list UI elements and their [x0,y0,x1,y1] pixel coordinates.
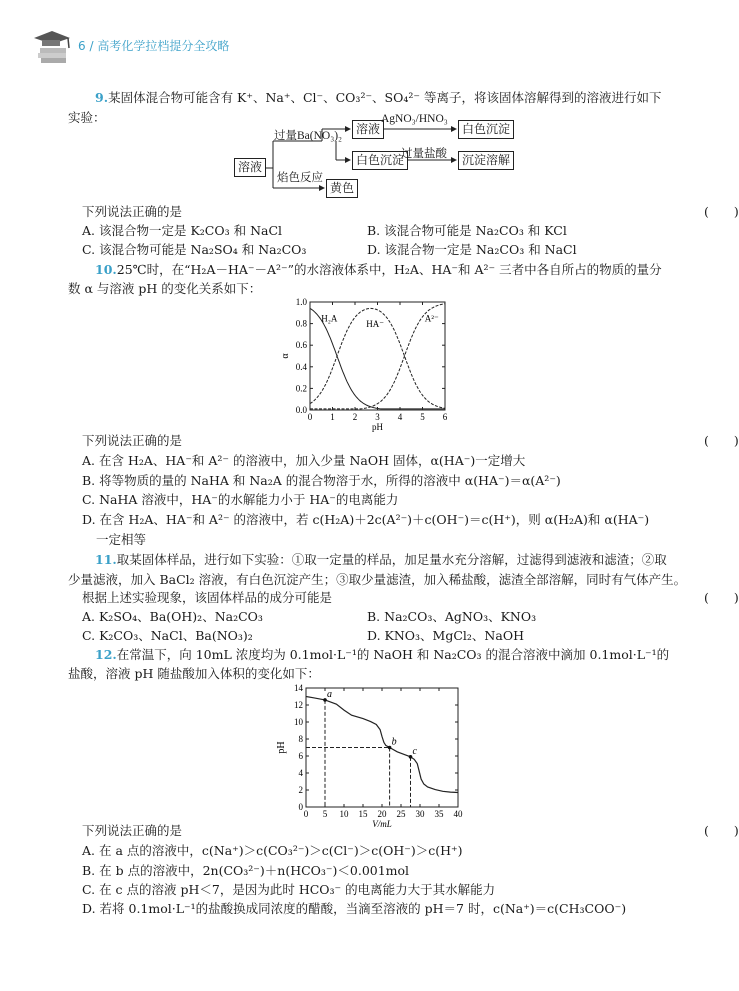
option-b: B. 将等物质的量的 NaHA 和 Na₂A 的混合物溶于水，所得的溶液中 α(HA⁻)＝α(A²⁻) [82,473,561,488]
q10-stem-line2: 数 α 与溶液 pH 的变化关系如下： [68,281,262,296]
q12-stem-line1: 12.在常温下，向 10mL 浓度均为 0.1mol·L⁻¹的 NaOH 和 Na₂CO₃ 的混合溶液中滴加 0.1mol·L⁻¹的 [95,647,670,662]
label-reagent-agno3: AgNO₃/HNO₃ [381,113,448,125]
q11-options-cd [82,627,524,645]
option-a: A. 该混合物一定是 K₂CO₃ 和 NaCl [82,223,283,238]
y-tick-label: 12 [294,700,303,710]
option-b: B. Na₂CO₃、AgNO₃、KNO₃ [367,609,537,624]
y-tick-label: 8 [298,734,303,744]
x-tick-label: 4 [397,412,403,422]
titration-curve [306,697,458,793]
y-tick-label: 0.2 [295,383,307,394]
x-axis-label: pH [372,422,383,432]
titration-curve-chart [270,680,470,829]
alpha-vs-ph-chart [280,292,470,432]
y-axis-label: α [280,353,291,359]
option-c: C. NaHA 溶液中，HA⁻的水解能力小于 HA⁻的电离能力 [82,492,399,507]
x-tick-label: 30 [415,809,425,819]
x-tick-label: 5 [420,412,425,422]
option-c: C. 该混合物可能是 Na₂SO₄ 和 Na₂CO₃ [82,242,307,257]
q12-prompt: 下列说法正确的是 ( ) [82,823,739,838]
q10-stem-line1: 10.25℃时，在“H₂A－HA⁻－A²⁻”的水溶液体系中，H₂A、HA⁻和 A²⁻ 三者中各自所占的物质的量分 [95,262,662,277]
option-c: C. K₂CO₃、NaCl、Ba(NO₃)₂ [82,628,253,643]
y-tick-label: 0.0 [295,405,307,415]
option-a: A. 在 a 点的溶液中，c(Na⁺)＞c(CO₃²⁻)＞c(Cl⁻)＞c(OH⁻)＞c(H⁺) [82,843,463,858]
x-tick-label: 6 [442,412,448,422]
q9-stem-line1: 9.某固体混合物可能含有 K⁺、Na⁺、Cl⁻、CO₃²⁻、SO₄²⁻ 等离子，将该固体溶解得到的溶液进行如下 [95,90,662,105]
box-white-precipitate-2: 白色沉淀 [352,151,408,170]
q9-stem-line2: 实验： [68,110,106,125]
x-tick-label: 20 [377,809,387,819]
series-label-a2-minus: A²⁻ [424,313,439,324]
point-label-a: a [327,688,332,700]
option-d: D. 若将 0.1mol·L⁻¹的盐酸换成同浓度的醋酸，当滴至溶液的 pH＝7 时，c(Na⁺)＝c(CH₃COO⁻) [82,901,627,916]
box-filtrate: 溶液 [352,120,384,139]
x-tick-label: 35 [434,809,444,819]
x-tick-label: 2 [352,412,358,422]
y-tick-label: 0.8 [295,318,307,329]
y-tick-label: 10 [294,717,303,727]
x-tick-label: 25 [396,809,406,819]
q11-prompt: 根据上述实验现象，该固体样品的成分可能是 ( ) [82,590,739,605]
y-tick-label: 0.6 [295,340,307,351]
running-header: 6 / 高考化学拉档提分全攻略 [78,39,230,53]
series-label-h2a: H₂A [321,313,338,324]
x-tick-label: 3 [375,412,380,422]
answer-bracket: ( ) [704,204,739,219]
y-tick-label: 6 [298,751,303,761]
x-tick-label: 0 [307,412,313,422]
book-title: 高考化学拉档提分全攻略 [97,39,230,53]
option-d: D. 该混合物一定是 Na₂CO₃ 和 NaCl [367,242,577,257]
series-label-ha-minus: HA⁻ [366,318,384,329]
x-tick-label: 15 [358,809,368,819]
x-tick-label: 10 [339,809,349,819]
option-a: A. K₂SO₄、Ba(OH)₂、Na₂CO₃ [82,609,263,624]
y-tick-label: 0 [298,802,303,812]
x-axis-label: V/mL [372,819,392,829]
page-number: 6 [78,39,86,53]
box-yellow: 黄色 [326,179,358,198]
y-axis-label: pH [276,741,287,754]
y-tick-label: 0.4 [295,361,307,372]
q9-prompt: 下列说法正确的是 ( ) [82,204,739,219]
option-d: D. 在含 H₂A、HA⁻和 A²⁻ 的溶液中，若 c(H₂A)＋2c(A²⁻)＋c(OH⁻)＝c(H⁺)，则 α(H₂A)和 α(HA⁻) [82,512,650,527]
flow-arrows [0,0,739,220]
option-a: A. 在含 H₂A、HA⁻和 A²⁻ 的溶液中，加入少量 NaOH 固体，α(HA⁻)一定增大 [82,453,526,468]
answer-bracket: ( ) [704,590,739,605]
option-d-continued: 一定相等 [96,532,147,547]
q12-stem-line2: 盐酸，溶液 pH 随盐酸加入体积的变化如下： [68,666,320,681]
label-reagent-hcl: 过量盐酸 [401,148,447,160]
y-tick-label: 2 [298,785,303,795]
x-tick-label: 5 [322,809,328,819]
q11-stem-line1: 11.取某固体样品，进行如下实验：①取一定量的样品，加足量水充分溶解，过滤得到滤液和滤渣；②取 [95,552,667,567]
option-d: D. KNO₃、MgCl₂、NaOH [367,628,524,643]
label-flame-test: 焰色反应 [277,172,323,184]
option-b: B. 在 b 点的溶液中，2n(CO₃²⁻)＋n(HCO₃⁻)＜0.001mol [82,863,410,878]
option-b: B. 该混合物可能是 Na₂CO₃ 和 KCl [367,223,567,238]
box-precipitate-dissolves: 沉淀溶解 [458,151,514,170]
point-label-c: c [412,745,417,757]
q11-options-ab [82,608,537,626]
box-solution-start: 溶液 [234,158,266,177]
answer-bracket: ( ) [704,433,739,448]
q9-options-ab [82,222,567,240]
point-label-b: b [391,736,397,748]
x-tick-label: 40 [453,809,463,819]
q11-stem-line2: 少量滤液，加入 BaCl₂ 溶液，有白色沉淀产生；③取少量滤渣，加入稀盐酸，滤渣全部溶解，同时有气体产生。 [68,572,687,587]
y-tick-label: 14 [294,683,303,693]
q10-prompt: 下列说法正确的是 ( ) [82,433,739,448]
label-reagent-ba-no3: 过量Ba(NO₃)₂ [274,130,343,142]
y-tick-label: 1.0 [295,297,307,307]
x-tick-label: 1 [330,412,335,422]
option-c: C. 在 c 点的溶液 pH＜7，是因为此时 HCO₃⁻ 的电离能力大于其水解能力 [82,882,496,897]
answer-bracket: ( ) [704,823,739,838]
y-tick-label: 4 [298,768,303,778]
q9-options-cd [82,241,577,259]
box-white-precipitate-1: 白色沉淀 [458,120,514,139]
x-tick-label: 0 [303,809,309,819]
